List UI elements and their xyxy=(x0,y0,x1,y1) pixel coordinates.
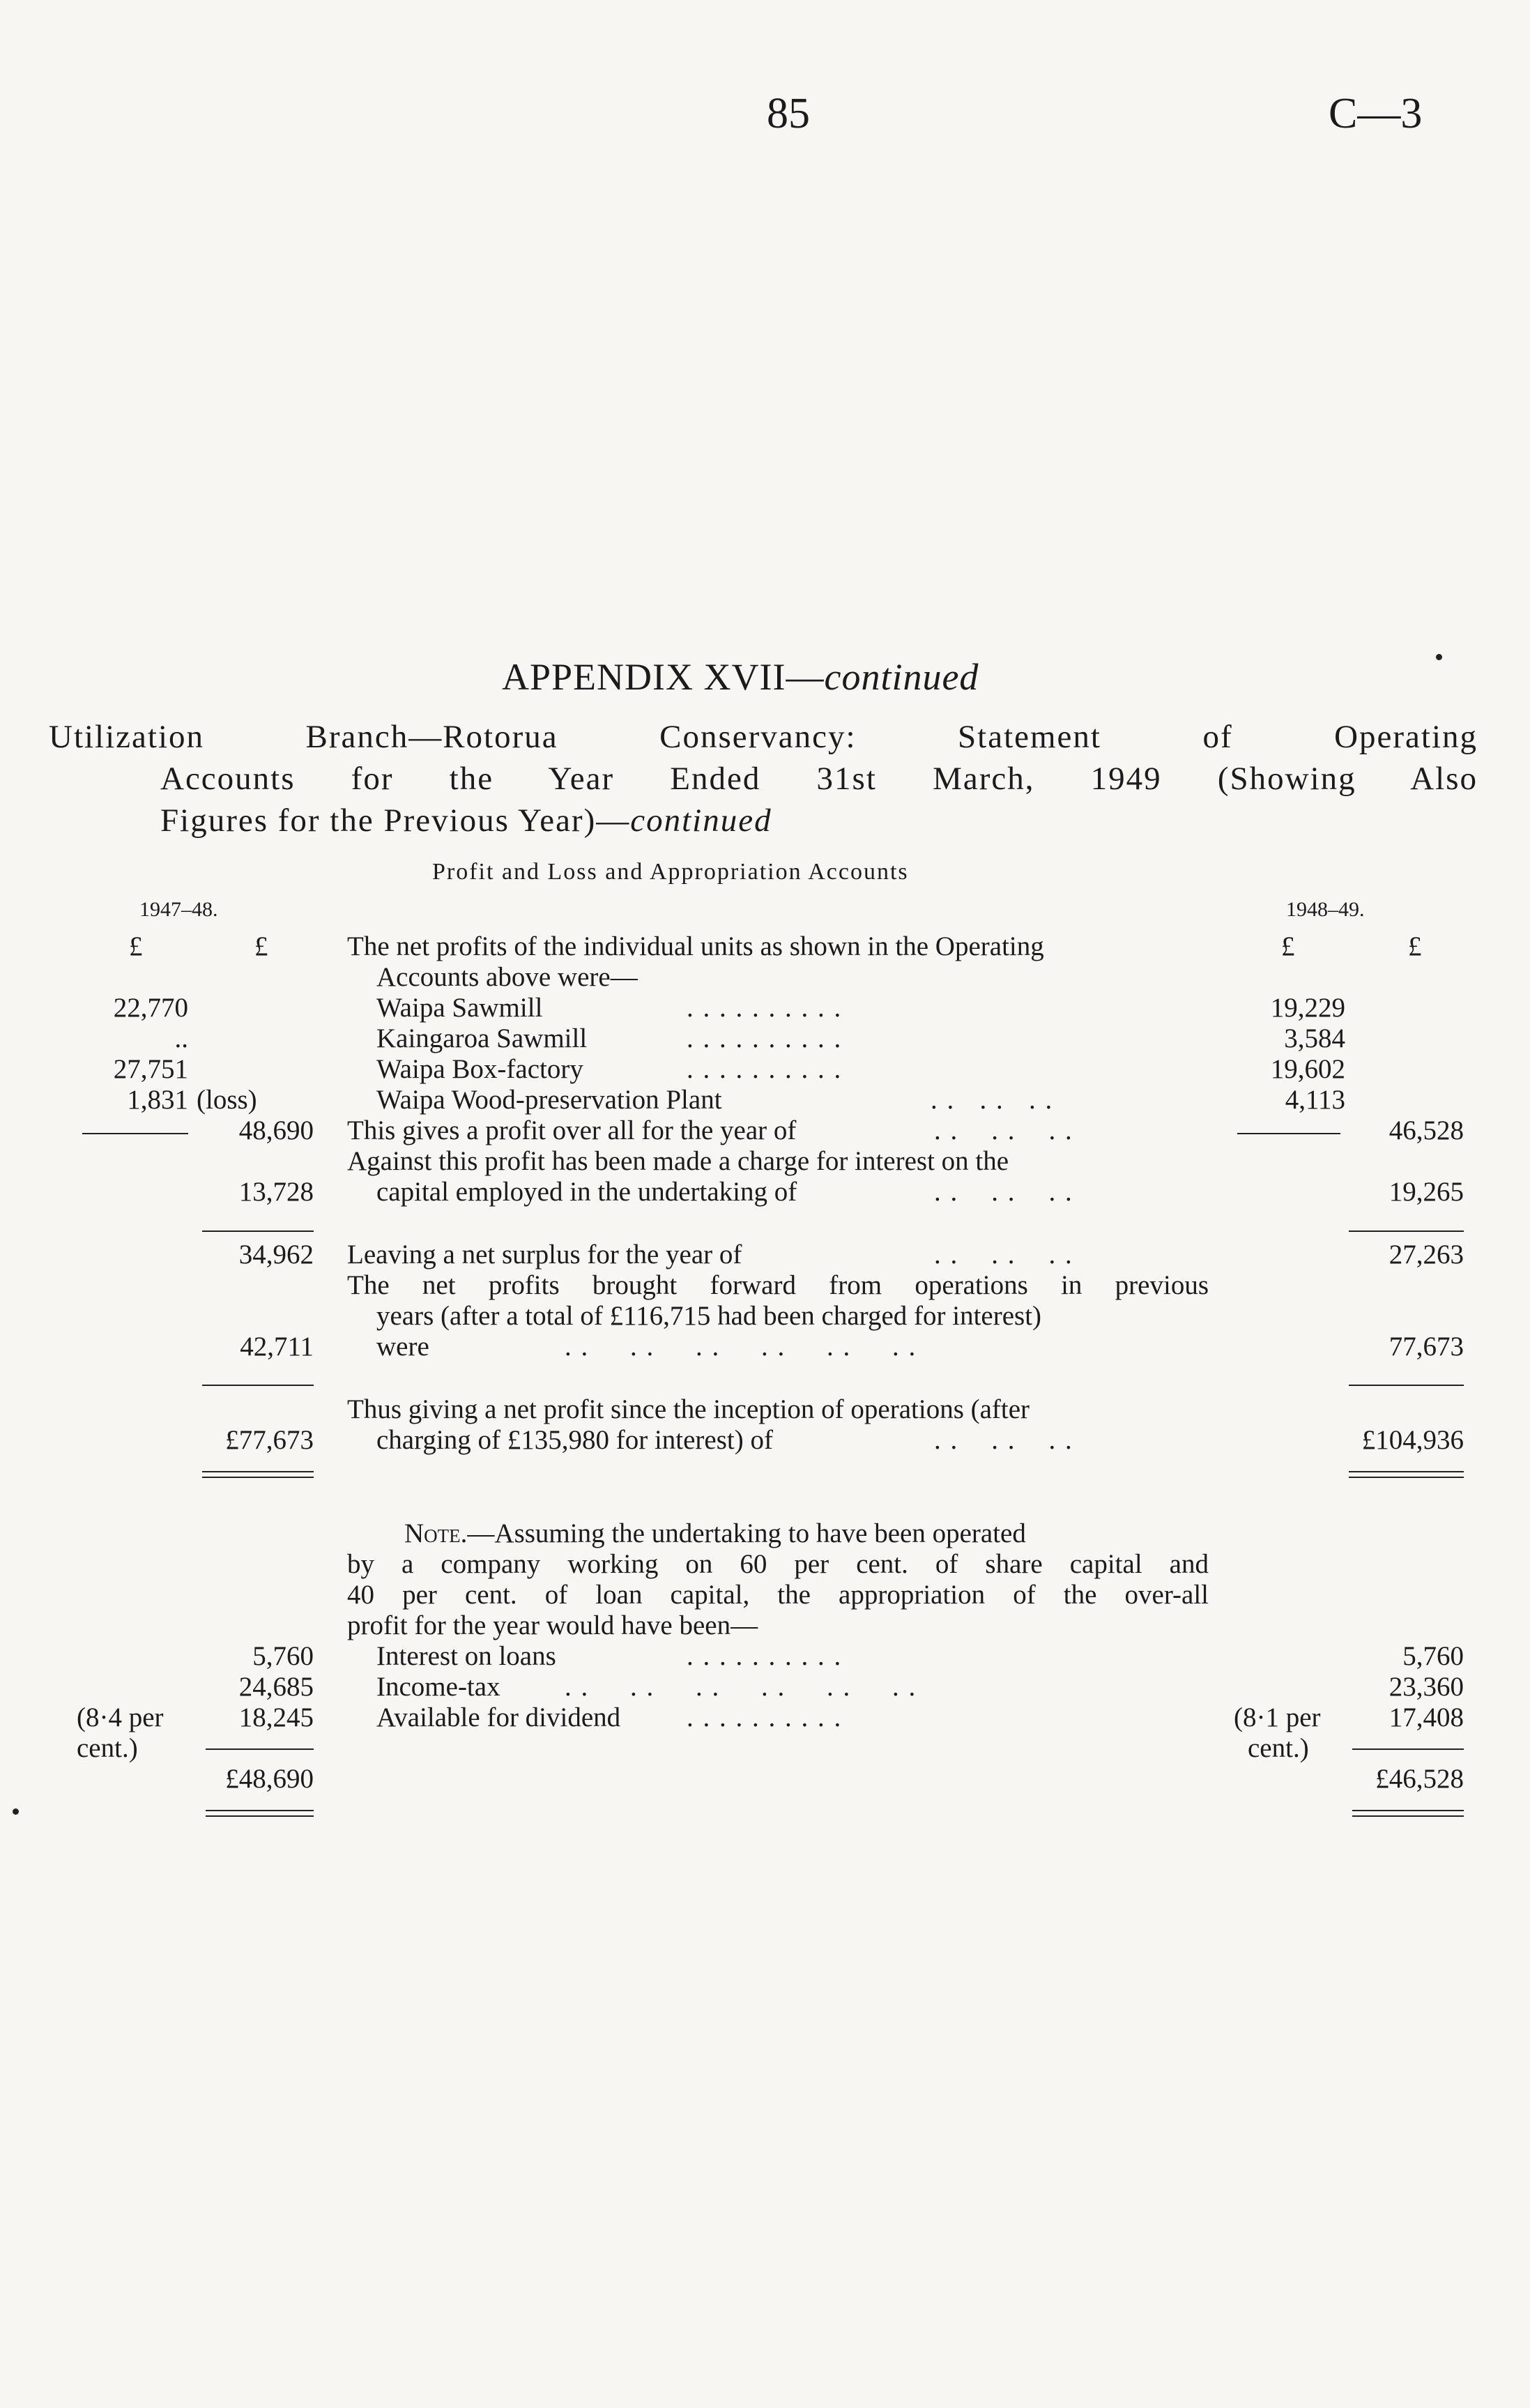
interest-line-1: Against this profit has been made a charge for interest on the xyxy=(347,1146,1009,1176)
note-lead: Note. xyxy=(404,1518,468,1548)
profit-overall-label: This gives a profit over all for the year of xyxy=(347,1115,797,1145)
right-pound-sign-2: £ xyxy=(1408,931,1422,961)
box-factory-curr: 19,602 xyxy=(1270,1054,1345,1084)
curr-interest-rule xyxy=(1349,1230,1464,1232)
interest-label: capital employed in the undertaking of xyxy=(376,1177,797,1207)
curr-dividend-pct-2: cent.) xyxy=(1248,1733,1309,1763)
left-pound-sign-2: £ xyxy=(254,931,268,961)
document-reference: C—3 xyxy=(1329,90,1423,137)
curr-note-double-rule xyxy=(1352,1810,1464,1817)
interest-leader: . . . . . . xyxy=(934,1177,1073,1207)
dividend-label: Available for dividend xyxy=(376,1702,621,1732)
interest-loans-leader: . . . . . . . . . . xyxy=(687,1641,843,1671)
appendix-continued: continued xyxy=(824,656,979,698)
curr-brought-rule xyxy=(1349,1385,1464,1386)
note-line-2: by a company working on 60 per cent. of share capital and xyxy=(347,1549,1209,1579)
box-factory-label: Waipa Box-factory xyxy=(376,1054,583,1084)
waipa-sawmill-prev: 22,770 xyxy=(113,993,188,1023)
total-leader: . . . . . . xyxy=(934,1425,1073,1455)
net-surplus-label: Leaving a net surplus for the year of xyxy=(347,1240,742,1270)
waipa-sawmill-curr: 19,229 xyxy=(1270,993,1345,1023)
net-surplus-leader: . . . . . . xyxy=(934,1240,1073,1270)
dividend-leader: . . . . . . . . . . xyxy=(687,1702,843,1732)
prev-dividend-pct-1: (8·4 per xyxy=(77,1702,164,1732)
left-pound-sign-1: £ xyxy=(129,931,143,961)
prev-total-double-rule xyxy=(202,1471,314,1478)
note-total-prev: £48,690 xyxy=(225,1764,314,1794)
income-tax-curr: 23,360 xyxy=(1389,1672,1464,1702)
right-pound-sign-1: £ xyxy=(1281,931,1295,961)
wood-preservation-leader: . . . . . . xyxy=(931,1085,1054,1115)
dividend-prev: 18,245 xyxy=(238,1702,314,1732)
title-line-2: Accounts for the Year Ended 31st March, 1949 (Showing Also xyxy=(160,761,1478,797)
appendix-title xyxy=(502,655,979,699)
kaingaroa-sawmill-curr: 3,584 xyxy=(1284,1023,1345,1053)
title-line-3-continued: continued xyxy=(630,802,772,839)
kaingaroa-sawmill-leader: . . . . . . . . . . xyxy=(687,1023,843,1053)
note-total-curr: £46,528 xyxy=(1375,1764,1464,1794)
interest-loans-prev: 5,760 xyxy=(252,1641,314,1671)
intro-line-2: Accounts above were— xyxy=(376,962,638,992)
wood-preservation-curr: 4,113 xyxy=(1285,1085,1345,1115)
wood-preservation-loss-note: (loss) xyxy=(197,1085,257,1115)
title-line-3 xyxy=(160,802,772,839)
income-tax-label: Income-tax xyxy=(376,1672,500,1702)
total-prev: £77,673 xyxy=(225,1425,314,1455)
appendix-label: APPENDIX XVII— xyxy=(502,656,825,698)
dividend-curr: 17,408 xyxy=(1389,1702,1464,1732)
income-tax-leader: . . . . . . . . . . . . xyxy=(565,1672,917,1702)
note-text-1: —Assuming the undertaking to have been operated xyxy=(467,1518,1026,1548)
prev-interest-rule xyxy=(202,1230,314,1232)
curr-dividend-pct-1: (8·1 per xyxy=(1234,1702,1321,1732)
box-factory-leader: . . . . . . . . . . xyxy=(687,1054,843,1084)
waipa-sawmill-leader: . . . . . . . . . . xyxy=(687,993,843,1023)
prev-note-double-rule xyxy=(206,1810,314,1817)
profit-overall-curr: 46,528 xyxy=(1389,1115,1464,1145)
net-surplus-prev: 34,962 xyxy=(238,1240,314,1270)
page-number: 85 xyxy=(767,90,810,137)
total-line-1: Thus giving a net profit since the inception of operations (after xyxy=(347,1394,1030,1424)
income-tax-prev: 24,685 xyxy=(238,1672,314,1702)
total-curr: £104,936 xyxy=(1361,1425,1464,1455)
section-subheading: Profit and Loss and Appropriation Accounts xyxy=(432,859,909,885)
prev-brought-rule xyxy=(202,1385,314,1386)
title-line-3-text: Figures for the Previous Year)— xyxy=(160,802,631,839)
box-factory-prev: 27,751 xyxy=(113,1054,188,1084)
left-year-heading: 1947–48. xyxy=(139,898,218,921)
brought-forward-leader: . . . . . . . . . . . . xyxy=(565,1332,917,1362)
brought-forward-line-2: years (after a total of £116,715 had been charged for interest) xyxy=(376,1301,1042,1331)
curr-total-double-rule xyxy=(1349,1471,1464,1478)
profit-overall-leader: . . . . . . xyxy=(934,1115,1073,1145)
right-year-heading: 1948–49. xyxy=(1286,898,1365,921)
scan-speck xyxy=(13,1808,19,1815)
total-label: charging of £135,980 for interest) of xyxy=(376,1425,773,1455)
curr-note-rule xyxy=(1352,1748,1464,1750)
scan-speck xyxy=(1436,654,1442,660)
brought-forward-label: were xyxy=(376,1332,429,1362)
interest-loans-curr: 5,760 xyxy=(1402,1641,1464,1671)
profit-overall-prev: 48,690 xyxy=(238,1115,314,1145)
prev-dividend-pct-2: cent.) xyxy=(77,1733,138,1763)
waipa-sawmill-label: Waipa Sawmill xyxy=(376,993,543,1023)
brought-forward-line-1: The net profits brought forward from operations in previous xyxy=(347,1270,1209,1300)
prev-note-rule xyxy=(206,1748,314,1750)
wood-preservation-prev: 1,831 xyxy=(127,1085,188,1115)
interest-loans-label: Interest on loans xyxy=(376,1641,556,1671)
note-line-4: profit for the year would have been— xyxy=(347,1610,758,1640)
prev-units-rule xyxy=(82,1133,188,1134)
net-surplus-curr: 27,263 xyxy=(1389,1240,1464,1270)
interest-curr: 19,265 xyxy=(1389,1177,1464,1207)
brought-forward-curr: 77,673 xyxy=(1389,1332,1464,1362)
kaingaroa-sawmill-prev: .. xyxy=(174,1023,188,1053)
note-line-3: 40 per cent. of loan capital, the appropriation of the over-all xyxy=(347,1580,1209,1610)
interest-prev: 13,728 xyxy=(238,1177,314,1207)
kaingaroa-sawmill-label: Kaingaroa Sawmill xyxy=(376,1023,588,1053)
intro-line-1: The net profits of the individual units as shown in the Operating xyxy=(347,931,1044,961)
note-line-1 xyxy=(404,1518,1026,1549)
wood-preservation-label: Waipa Wood-preservation Plant xyxy=(376,1085,722,1115)
brought-forward-prev: 42,711 xyxy=(240,1332,314,1362)
title-line-1: Utilization Branch—Rotorua Conservancy: Statement of Operating xyxy=(49,719,1478,755)
